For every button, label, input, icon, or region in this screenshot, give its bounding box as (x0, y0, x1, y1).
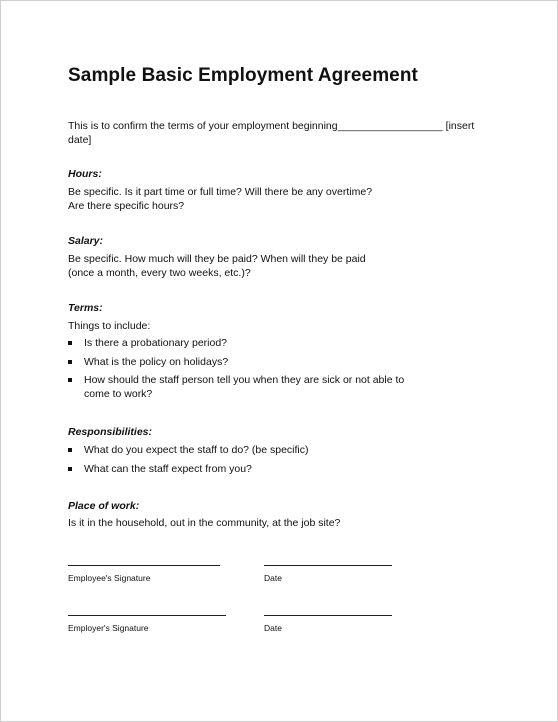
bullet-icon (68, 467, 72, 471)
hours-text (68, 186, 498, 213)
employee-date-line[interactable] (264, 565, 392, 566)
intro-paragraph (68, 120, 498, 147)
employee-signature-label: Employee's Signature (68, 573, 151, 583)
bullet-icon (68, 341, 72, 345)
responsibilities-heading: Responsibilities: (68, 426, 153, 438)
employee-signature-line[interactable] (68, 565, 220, 566)
list-item (68, 463, 498, 477)
terms-intro: Things to include: (68, 320, 151, 332)
bullet-icon (68, 360, 72, 364)
list-item (68, 337, 498, 351)
hours-line: Are there specific hours? (68, 199, 185, 212)
salary-heading: Salary: (68, 235, 104, 247)
salary-line: Be specific. How much will they be paid? When will they be paid (68, 253, 366, 265)
list-item-text: How should the staff person tell you when they are sick or not able to (84, 374, 405, 386)
list-item (68, 374, 498, 401)
employer-date-label: Date (264, 623, 282, 633)
hours-line: Be specific. Is it part time or full time? Will there be any overtime? (68, 186, 373, 198)
salary-text (68, 253, 498, 280)
list-item-text: Is there a probationary period? (84, 337, 228, 349)
intro-line: date] (68, 133, 92, 146)
intro-line: This is to confirm the terms of your employment beginning__________________ [insert (68, 120, 475, 132)
list-item (68, 444, 498, 458)
list-item-text: come to work? (84, 387, 153, 400)
bullet-icon (68, 448, 72, 452)
document-title: Sample Basic Employment Agreement (68, 65, 418, 86)
employer-signature-line[interactable] (68, 615, 226, 616)
place-text (68, 517, 498, 531)
list-item (68, 356, 498, 370)
list-item-text: What is the policy on holidays? (84, 355, 229, 368)
place-line: Is it in the household, out in the community, at the job site? (68, 517, 341, 529)
employer-date-line[interactable] (264, 615, 392, 616)
bullet-icon (68, 378, 72, 382)
employee-date-label: Date (264, 573, 282, 583)
terms-heading: Terms: (68, 302, 103, 314)
hours-heading: Hours: (68, 168, 102, 180)
employer-signature-label: Employer's Signature (68, 623, 149, 633)
list-item-text: What do you expect the staff to do? (be specific) (84, 444, 309, 456)
place-heading: Place of work: (68, 500, 140, 512)
list-item-text: What can the staff expect from you? (84, 462, 252, 475)
responsibilities-list (68, 444, 498, 481)
salary-line: (once a month, every two weeks, etc.)? (68, 266, 251, 279)
terms-list (68, 337, 498, 406)
